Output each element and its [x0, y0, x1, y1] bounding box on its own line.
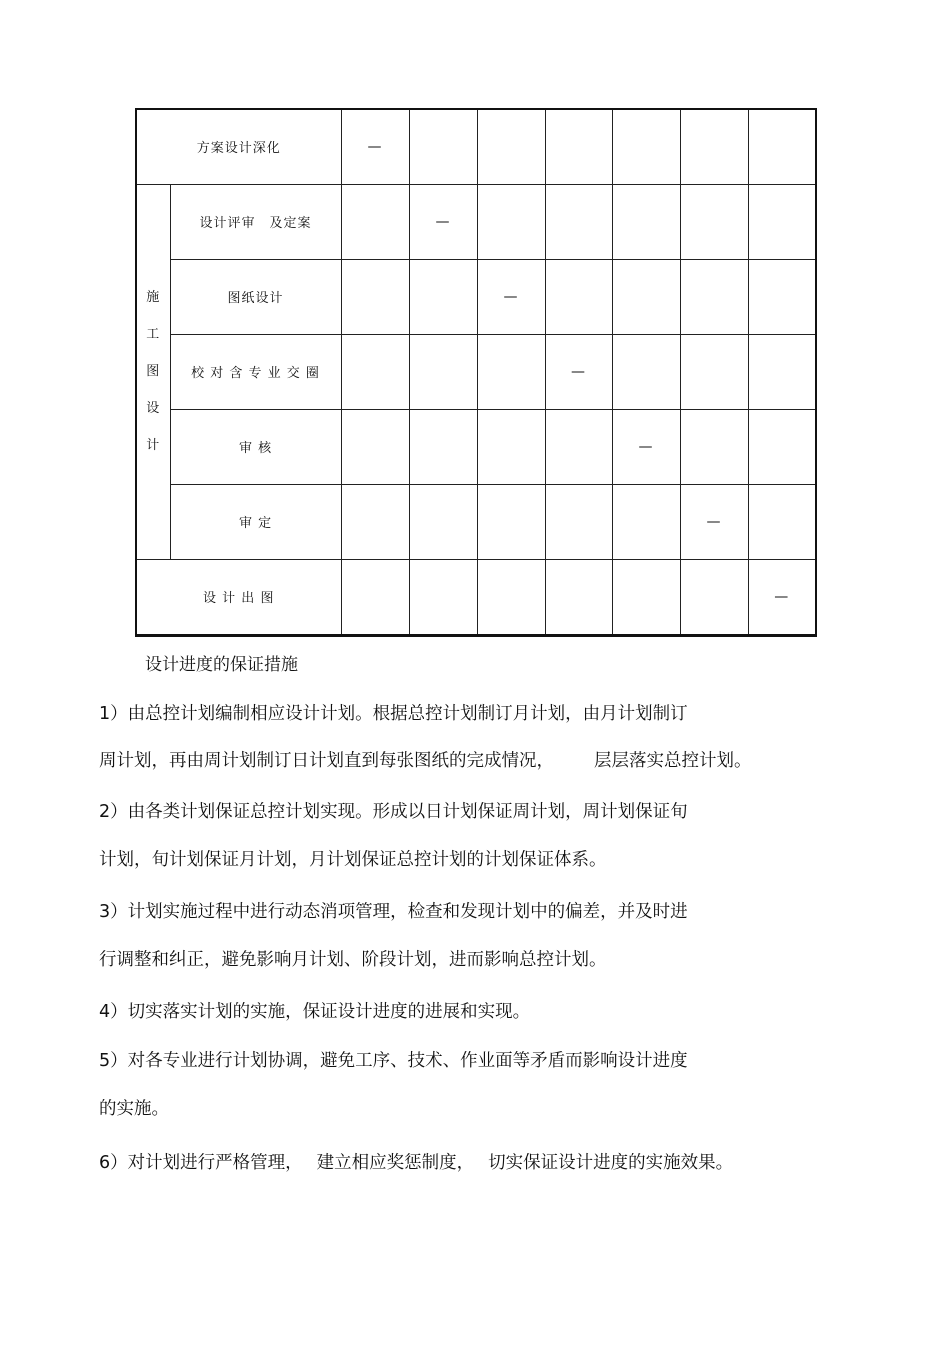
- schedule-cell: [477, 259, 545, 334]
- paragraph-3-line-2: 行调整和纠正，避免影响月计划、阶段计划，进而影响总控计划。: [99, 950, 607, 970]
- paragraph-text: 切实保证设计进度的实施效果。: [488, 1153, 734, 1173]
- schedule-cell: [409, 109, 477, 184]
- table-row: [136, 409, 816, 484]
- section-title: 设计进度的保证措施: [145, 655, 298, 675]
- schedule-cell: [409, 184, 477, 259]
- schedule-cell: [612, 559, 680, 635]
- schedule-cell: [612, 109, 680, 184]
- schedule-cell: [477, 109, 545, 184]
- task-output: 设 计 出 图: [136, 559, 341, 635]
- group-char: 设: [146, 401, 161, 416]
- schedule-cell: [477, 184, 545, 259]
- paragraph-6: [99, 1152, 733, 1174]
- table-row: [136, 334, 816, 409]
- schedule-cell: [680, 409, 748, 484]
- paragraph-1-line-2: [99, 750, 752, 772]
- schedule-cell: [341, 259, 409, 334]
- task-concept-design: 方案设计深化: [136, 109, 341, 184]
- schedule-cell: [680, 334, 748, 409]
- group-char: 计: [146, 438, 161, 453]
- schedule-cell: [545, 109, 612, 184]
- schedule-cell: [545, 334, 612, 409]
- schedule-cell: [341, 559, 409, 635]
- schedule-cell: [748, 334, 816, 409]
- schedule-cell: [748, 109, 816, 184]
- table-row: [136, 559, 816, 635]
- task-drawing-design: 图纸设计: [170, 259, 341, 334]
- schedule-cell: [545, 559, 612, 635]
- schedule-cell: [680, 184, 748, 259]
- schedule-cell: [545, 484, 612, 559]
- task-proofread: 校 对 含 专 业 交 圈: [170, 334, 341, 409]
- progress-mark: —: [638, 438, 654, 455]
- progress-mark: —: [435, 213, 451, 230]
- schedule-cell: [748, 184, 816, 259]
- schedule-cell: [612, 184, 680, 259]
- paragraph-5-line-2: 的实施。: [99, 1099, 169, 1119]
- schedule-cell: [409, 334, 477, 409]
- group-char: 施: [146, 290, 161, 305]
- task-design-review: 设计评审 及定案: [170, 184, 341, 259]
- progress-mark: —: [706, 513, 722, 530]
- progress-mark: —: [774, 588, 790, 605]
- schedule-cell: [409, 559, 477, 635]
- schedule-cell: [612, 484, 680, 559]
- schedule-cell: [341, 184, 409, 259]
- paragraph-text: 6）对计划进行严格管理，: [99, 1153, 303, 1173]
- progress-mark: —: [503, 288, 519, 305]
- paragraph-text: 建立相应奖惩制度，: [316, 1153, 475, 1173]
- schedule-cell: [748, 484, 816, 559]
- table-row: [136, 184, 816, 259]
- schedule-cell: [341, 109, 409, 184]
- schedule-cell: [477, 559, 545, 635]
- paragraph-5-line-1: 5）对各专业进行计划协调，避免工序、技术、作业面等矛盾而影响设计进度: [99, 1051, 688, 1071]
- schedule-cell: [748, 409, 816, 484]
- progress-mark: —: [367, 138, 383, 155]
- design-schedule-table: [135, 108, 817, 637]
- schedule-cell: [477, 334, 545, 409]
- group-char: 图: [146, 364, 161, 379]
- schedule-cell: [545, 409, 612, 484]
- schedule-cell: [612, 334, 680, 409]
- schedule-cell: [477, 484, 545, 559]
- paragraph-text: 层层落实总控计划。: [594, 751, 752, 771]
- schedule-cell: [680, 259, 748, 334]
- paragraph-2-line-2: 计划，旬计划保证月计划，月计划保证总控计划的计划保证体系。: [99, 850, 607, 870]
- schedule-cell: [409, 259, 477, 334]
- group-char: 工: [146, 327, 161, 342]
- paragraph-2-line-1: 2）由各类计划保证总控计划实现。形成以日计划保证周计划，周计划保证旬: [99, 802, 688, 822]
- progress-mark: —: [571, 363, 587, 380]
- schedule-cell: [341, 334, 409, 409]
- schedule-cell: [612, 409, 680, 484]
- schedule-cell: [680, 559, 748, 635]
- schedule-cell: [612, 259, 680, 334]
- schedule-cell: [341, 409, 409, 484]
- table-row: [136, 484, 816, 559]
- task-audit: 审 核: [170, 409, 341, 484]
- schedule-cell: [680, 109, 748, 184]
- paragraph-3-line-1: 3）计划实施过程中进行动态消项管理，检查和发现计划中的偏差，并及时进: [99, 902, 688, 922]
- table-row: [136, 259, 816, 334]
- paragraph-text: 周计划，再由周计划制订日计划直到每张图纸的完成情况，: [99, 751, 554, 771]
- group-construction-drawing: [136, 184, 170, 559]
- schedule-cell: [748, 559, 816, 635]
- schedule-cell: [748, 259, 816, 334]
- schedule-cell: [545, 259, 612, 334]
- table-row: [136, 109, 816, 184]
- paragraph-4: 4）切实落实计划的实施，保证设计进度的进展和实现。: [99, 1002, 531, 1022]
- schedule-cell: [477, 409, 545, 484]
- schedule-cell: [680, 484, 748, 559]
- paragraph-1-line-1: 1）由总控计划编制相应设计计划。根据总控计划制订月计划，由月计划制订: [99, 704, 688, 724]
- schedule-cell: [341, 484, 409, 559]
- schedule-cell: [409, 484, 477, 559]
- schedule-cell: [409, 409, 477, 484]
- schedule-cell: [545, 184, 612, 259]
- task-approve: 审 定: [170, 484, 341, 559]
